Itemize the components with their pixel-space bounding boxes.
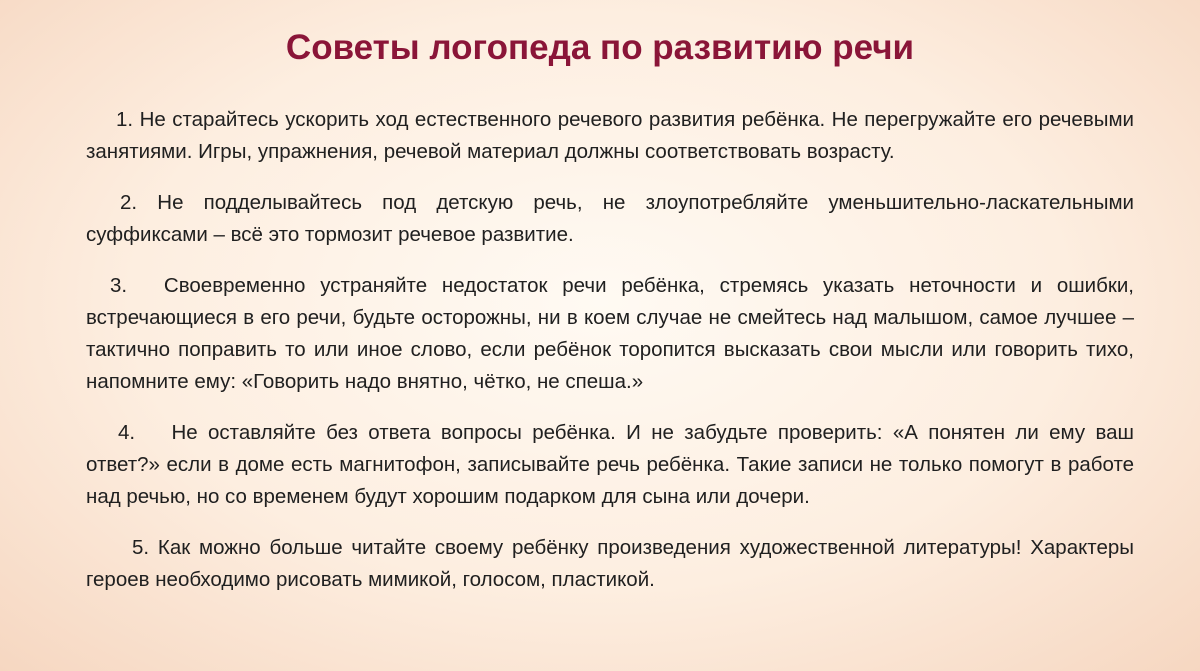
tip-text-1: Не старайтесь ускорить ход естественного речевого развития ребёнка. Не перегружайте его речевыми занятиями. Игры, упражнения, речевой материал должны соответствовать возрасту. — [86, 108, 1134, 163]
tip-item-5 — [86, 532, 1134, 596]
tip-number-5: 5. — [132, 536, 150, 559]
tip-text-4: Не оставляйте без ответа вопросы ребёнка. И не забудьте проверить: «А понятен ли ему ваш ответ?» если в доме есть магнитофон, записывайте речь ребёнка. Такие записи не только помогут в работе над речью, но со временем будут хорошим подарком для сына или дочери. — [86, 421, 1134, 508]
tip-number-1: 1. — [116, 108, 134, 131]
tip-item-1 — [86, 104, 1134, 168]
tip-number-3: 3. — [110, 274, 128, 297]
tip-text-2: Не подделывайтесь под детскую речь, не злоупотребляйте уменьшительно-ласкательными суффиксами – всё это тормозит речевое развитие. — [86, 191, 1134, 246]
tip-text-3: Своевременно устраняйте недостаток речи ребёнка, стремясь указать неточности и ошибки, встречающиеся в его речи, будьте осторожны, ни в коем случае не смейтесь над малышом, самое лучшее – тактично поправить то или иное слово, если ребёнок торопится высказать свои мысли или говорить тихо, напомните ему: «Говорить надо внятно, чётко, не спеша.» — [86, 274, 1134, 393]
tips-list — [86, 104, 1134, 615]
tip-number-4: 4. — [118, 421, 136, 444]
tip-item-3 — [86, 270, 1134, 398]
tip-item-2 — [86, 187, 1134, 251]
tip-number-2: 2. — [120, 191, 138, 214]
slide-title: Советы логопеда по развитию речи — [285, 28, 915, 67]
tip-item-4 — [86, 417, 1134, 513]
tip-text-5: Как можно больше читайте своему ребёнку произведения художественной литературы! Характеры героев необходимо рисовать мимикой, голосом, пластикой. — [86, 536, 1134, 591]
